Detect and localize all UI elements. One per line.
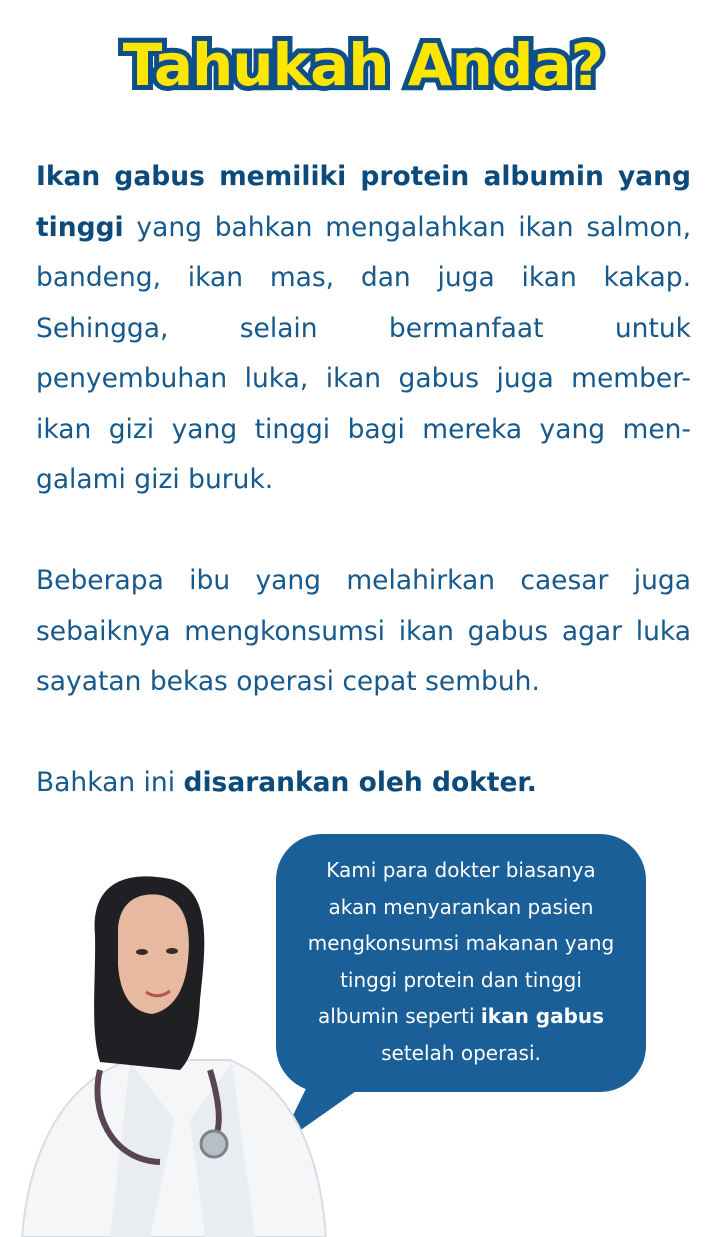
paragraph-doctor-bold: disarankan oleh dokter. bbox=[183, 767, 537, 798]
paragraph-caesar: Beberapa ibu yang melahirkan caesar juga sebaiknya mengkonsumsi ikan gabus agar luka sayatan bekas operasi cepat sembuh. bbox=[36, 565, 691, 697]
stethoscope-chestpiece bbox=[201, 1131, 227, 1157]
speech-text-bold: ikan gabus bbox=[480, 1004, 605, 1028]
doctor-coat bbox=[22, 1060, 326, 1237]
paragraph-albumin-bold: Ikan gabus memiliki protein albumin yang tinggi bbox=[36, 161, 691, 243]
page-title: Tahukah Anda? bbox=[122, 31, 604, 99]
speech-text-before: Kami para dokter biasanya akan menyarankan pasien mengkonsumsi makanan yang tinggi protein dan tinggi albumin seperti bbox=[307, 858, 615, 1028]
doctor-eye-left bbox=[136, 949, 148, 955]
paragraph-albumin-text: yang bahkan mengalahkan ikan salmon, bandeng, ikan mas, dan juga ikan kakap. Sehingga, selain bermanfaat untuk penyembuhan luka, ikan gabus juga member-ikan gizi yang tinggi bagi mereka yang men-galami gizi buruk. bbox=[36, 211, 691, 495]
speech-text-after: setelah operasi. bbox=[381, 1040, 541, 1065]
doctor-eye-right bbox=[166, 948, 178, 954]
paragraph-doctor bbox=[36, 758, 691, 809]
paragraph-albumin bbox=[36, 152, 691, 506]
speech-bubble-text bbox=[300, 852, 622, 1071]
paragraph-doctor-lead: Bahkan ini bbox=[36, 767, 184, 798]
